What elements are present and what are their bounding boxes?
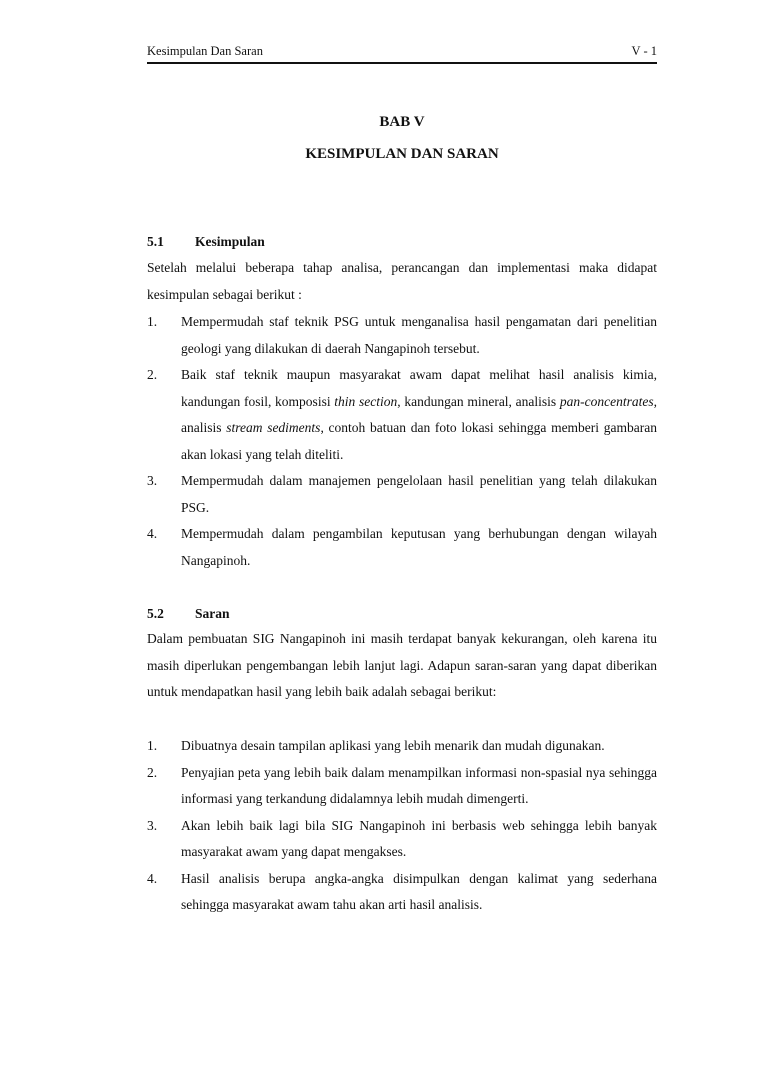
- section-title: Kesimpulan: [195, 234, 265, 249]
- section-intro-kesimpulan: Setelah melalui beberapa tahap analisa, perancangan dan implementasi maka didapat kesimpulan sebagai berikut :: [147, 260, 657, 302]
- item-number: 4.: [147, 526, 158, 541]
- item-number: 3.: [147, 817, 158, 833]
- conclusion-list: [147, 309, 657, 574]
- italic-term: thin section: [334, 393, 398, 409]
- item-text: Penyajian peta yang lebih baik dalam menampilkan informasi non-spasial nya sehingga informasi yang terkandung didalamnya lebih mudah dimengerti.: [181, 764, 657, 806]
- header-page-number: V - 1: [631, 44, 657, 58]
- suggestion-list: [147, 733, 657, 919]
- item-text: Mempermudah dalam pengambilan keputusan yang berhubungan dengan wilayah Nangapinoh.: [181, 526, 657, 568]
- item-number: 4.: [147, 870, 158, 886]
- text-run: , contoh batuan dan foto lokasi sehingga memberi gambaran akan lokasi yang telah diteliti.: [181, 420, 657, 462]
- section-heading-kesimpulan: [147, 233, 265, 251]
- running-header: [147, 43, 657, 59]
- item-number: 3.: [147, 473, 158, 488]
- text-run: , kandungan mineral, analisis: [397, 393, 560, 409]
- header-chapter-title: Kesimpulan Dan Saran: [147, 44, 263, 58]
- section-intro-saran: Dalam pembuatan SIG Nangapinoh ini masih terdapat banyak kekurangan, oleh karena itu masih diperlukan pengembangan lebih lanjut lagi. Adapun saran-saran yang dapat diberikan untuk mendapatkan hasil yang lebih baik adalah sebagai berikut:: [147, 631, 657, 699]
- text-run: Baik staf teknik maupun masyarakat awam dapat melihat hasil analisis kimia, kandungan fosil, komposisi: [181, 367, 657, 409]
- item-text: Mempermudah staf teknik PSG untuk menganalisa hasil pengamatan dari penelitian geologi yang dilakukan di daerah Nangapinoh tersebut.: [181, 314, 657, 356]
- italic-term: pan-concentrates: [559, 393, 654, 409]
- item-number: 2.: [147, 367, 158, 382]
- item-number: 1.: [147, 314, 158, 329]
- list-item: [147, 733, 657, 760]
- chapter-label: BAB V: [379, 114, 425, 130]
- item-text: [181, 367, 657, 462]
- section-number: 5.2: [147, 606, 164, 621]
- item-text: Mempermudah dalam manajemen pengelolaan hasil penelitian yang telah dilakukan PSG.: [181, 473, 657, 515]
- section-number: 5.1: [147, 234, 164, 249]
- text-run: , analisis: [181, 393, 657, 435]
- header-rule: [147, 62, 657, 64]
- chapter-title: KESIMPULAN DAN SARAN: [305, 146, 499, 162]
- item-number: 1.: [147, 738, 158, 753]
- item-number: 2.: [147, 764, 158, 780]
- item-text: Akan lebih baik lagi bila SIG Nangapinoh ini berbasis web sehingga lebih banyak masyarakat awam yang dapat mengakses.: [181, 817, 657, 859]
- italic-term: stream sediments: [226, 420, 321, 435]
- item-text: Hasil analisis berupa angka-angka disimpulkan dengan kalimat yang sederhana sehingga masyarakat awam tahu akan arti hasil analisis.: [181, 870, 657, 912]
- list-item: [147, 866, 657, 919]
- list-item: [147, 813, 657, 866]
- list-item: [147, 362, 657, 468]
- list-item: [147, 309, 657, 362]
- item-text: Dibuatnya desain tampilan aplikasi yang lebih menarik dan mudah digunakan.: [181, 738, 605, 753]
- list-item: [147, 468, 657, 521]
- section-heading-saran: [147, 605, 230, 623]
- section-title: Saran: [195, 606, 230, 621]
- list-item: [147, 760, 657, 813]
- list-item: [147, 521, 657, 574]
